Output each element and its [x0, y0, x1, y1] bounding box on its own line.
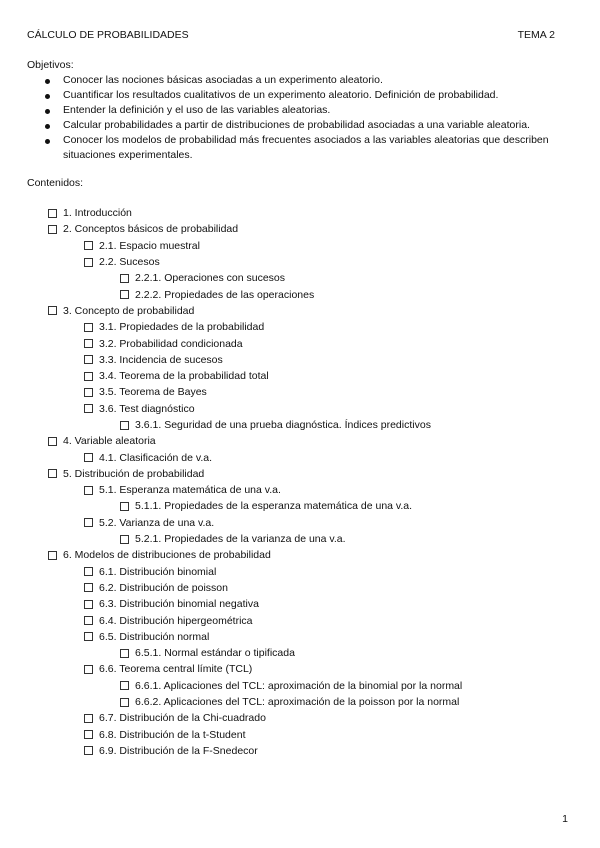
- contents-item: [0, 580, 600, 596]
- contents-item-label: 3. Concepto de probabilidad: [63, 304, 195, 317]
- contents-item: [0, 547, 600, 563]
- contents-item-label: 4.1. Clasificación de v.a.: [99, 451, 213, 464]
- contents-item-label: 3.1. Propiedades de la probabilidad: [99, 321, 265, 334]
- contents-item-label: 5.2.1. Propiedades de la varianza de una v.a.: [135, 533, 346, 546]
- contents-item-label: 2. Conceptos básicos de probabilidad: [63, 223, 239, 236]
- checkbox-icon[interactable]: [120, 421, 129, 430]
- checkbox-icon[interactable]: [120, 290, 129, 299]
- contents-item: [0, 303, 600, 319]
- contents-heading: Contenidos:: [27, 177, 84, 189]
- checkbox-icon[interactable]: [84, 339, 93, 348]
- objective-text: Conocer las nociones básicas asociadas a un experimento aleatorio.: [63, 74, 383, 86]
- contents-item-label: 6.6.1. Aplicaciones del TCL: aproximación de la binomial por la normal: [135, 679, 463, 692]
- objective-item: [27, 88, 567, 103]
- contents-item: [0, 319, 600, 335]
- checkbox-icon[interactable]: [84, 714, 93, 723]
- contents-item-label: 3.6.1. Seguridad de una prueba diagnóstica. Índices predictivos: [135, 419, 431, 431]
- checkbox-icon[interactable]: [84, 453, 93, 462]
- checkbox-icon[interactable]: [84, 730, 93, 739]
- contents-item: [0, 531, 600, 547]
- contents-item-label: 6.4. Distribución hipergeométrica: [99, 614, 253, 627]
- contents-item: [0, 498, 600, 514]
- checkbox-icon[interactable]: [48, 551, 57, 560]
- checkbox-icon[interactable]: [84, 518, 93, 527]
- checkbox-icon[interactable]: [120, 681, 129, 690]
- contents-item-label: 6.5. Distribución normal: [99, 630, 210, 643]
- contents-item: [0, 743, 600, 759]
- contents-item-label: 4. Variable aleatoria: [63, 435, 156, 448]
- contents-item: [0, 254, 600, 270]
- contents-item-label: 3.2. Probabilidad condicionada: [99, 337, 243, 350]
- bullet-icon: [45, 139, 50, 144]
- contents-item-label: 6.8. Distribución de la t-Student: [99, 728, 246, 741]
- checkbox-icon[interactable]: [120, 535, 129, 544]
- checkbox-icon[interactable]: [84, 372, 93, 381]
- contents-item-label: 3.3. Incidencia de sucesos: [99, 353, 223, 366]
- objectives-list: [27, 73, 567, 163]
- contents-list: [0, 205, 600, 759]
- objective-text: Calcular probabilidades a partir de distribuciones de probabilidad asociadas a una variable aleatoria.: [63, 119, 530, 131]
- contents-item: [0, 629, 600, 645]
- contents-item: [0, 727, 600, 743]
- contents-item-label: 3.4. Teorema de la probabilidad total: [99, 370, 269, 383]
- contents-item-label: 5.2. Varianza de una v.a.: [99, 516, 215, 529]
- checkbox-icon[interactable]: [84, 746, 93, 755]
- checkbox-icon[interactable]: [84, 665, 93, 674]
- contents-item-label: 2.2.2. Propiedades de las operaciones: [135, 288, 315, 301]
- checkbox-icon[interactable]: [84, 323, 93, 332]
- contents-item: [0, 433, 600, 449]
- objective-text: Entender la definición y el uso de las variables aleatorias.: [63, 104, 331, 116]
- contents-item: [0, 270, 600, 286]
- contents-item: [0, 596, 600, 612]
- contents-item-label: 5.1. Esperanza matemática de una v.a.: [99, 484, 281, 497]
- contents-item-label: 2.2.1. Operaciones con sucesos: [135, 272, 286, 285]
- checkbox-icon[interactable]: [84, 404, 93, 413]
- objective-item: [27, 73, 567, 88]
- contents-item: [0, 449, 600, 465]
- contents-item: [0, 612, 600, 628]
- checkbox-icon[interactable]: [48, 209, 57, 218]
- bullet-icon: [45, 94, 50, 99]
- contents-item: [0, 515, 600, 531]
- checkbox-icon[interactable]: [48, 225, 57, 234]
- contents-item-label: 2.1. Espacio muestral: [99, 239, 200, 252]
- checkbox-icon[interactable]: [120, 698, 129, 707]
- checkbox-icon[interactable]: [84, 258, 93, 267]
- checkbox-icon[interactable]: [48, 306, 57, 315]
- topic-label: TEMA 2: [517, 29, 555, 41]
- bullet-icon: [45, 124, 50, 129]
- contents-item: [0, 205, 600, 221]
- contents-item: [0, 482, 600, 498]
- checkbox-icon[interactable]: [84, 567, 93, 576]
- bullet-icon: [45, 79, 50, 84]
- objective-text: Cuantificar los resultados cualitativos de un experimento aleatorio. Definición de probabilidad.: [63, 89, 499, 101]
- contents-item: [0, 564, 600, 580]
- checkbox-icon[interactable]: [84, 388, 93, 397]
- objective-item: [27, 118, 567, 133]
- contents-item: [0, 661, 600, 677]
- contents-item: [0, 694, 600, 710]
- checkbox-icon[interactable]: [84, 600, 93, 609]
- objectives-heading: Objetivos:: [27, 59, 74, 71]
- contents-item-label: 6. Modelos de distribuciones de probabilidad: [63, 549, 271, 562]
- objective-item: [27, 133, 567, 163]
- checkbox-icon[interactable]: [84, 486, 93, 495]
- contents-item-label: 3.6. Test diagnóstico: [99, 402, 195, 415]
- objective-text: Conocer los modelos de probabilidad más frecuentes asociados a las variables aleatorias que describen situaciones experimentales.: [63, 134, 549, 161]
- contents-item: [0, 466, 600, 482]
- contents-item: [0, 352, 600, 368]
- contents-item-label: 6.1. Distribución binomial: [99, 565, 217, 578]
- contents-item-label: 6.9. Distribución de la F-Snedecor: [99, 744, 258, 757]
- contents-item: [0, 368, 600, 384]
- contents-item-label: 2.2. Sucesos: [99, 256, 160, 269]
- page-number: 1: [562, 813, 568, 825]
- contents-item-label: 5.1.1. Propiedades de la esperanza matemática de una v.a.: [135, 500, 413, 513]
- contents-item: [0, 678, 600, 694]
- contents-item: [0, 645, 600, 661]
- contents-item-label: 5. Distribución de probabilidad: [63, 467, 205, 480]
- contents-item: [0, 238, 600, 254]
- contents-item-label: 6.2. Distribución de poisson: [99, 581, 228, 594]
- contents-item-label: 1. Introducción: [63, 207, 132, 220]
- bullet-icon: [45, 109, 50, 114]
- contents-item-label: 6.3. Distribución binomial negativa: [99, 598, 259, 611]
- checkbox-icon[interactable]: [120, 502, 129, 511]
- contents-item: [0, 417, 600, 433]
- checkbox-icon[interactable]: [48, 469, 57, 478]
- objective-item: [27, 103, 567, 118]
- checkbox-icon[interactable]: [84, 241, 93, 250]
- contents-item: [0, 710, 600, 726]
- checkbox-icon[interactable]: [48, 437, 57, 446]
- contents-item-label: 6.7. Distribución de la Chi-cuadrado: [99, 712, 266, 725]
- contents-item: [0, 401, 600, 417]
- contents-item: [0, 384, 600, 400]
- checkbox-icon[interactable]: [120, 274, 129, 283]
- document-title: CÁLCULO DE PROBABILIDADES: [27, 29, 189, 41]
- checkbox-icon[interactable]: [84, 355, 93, 364]
- checkbox-icon[interactable]: [84, 632, 93, 641]
- contents-item: [0, 286, 600, 302]
- contents-item-label: 3.5. Teorema de Bayes: [99, 386, 207, 399]
- contents-item-label: 6.6.2. Aplicaciones del TCL: aproximación de la poisson por la normal: [135, 696, 460, 709]
- contents-item-label: 6.5.1. Normal estándar o tipificada: [135, 647, 295, 660]
- contents-item: [0, 335, 600, 351]
- checkbox-icon[interactable]: [120, 649, 129, 658]
- contents-item: [0, 221, 600, 237]
- contents-item-label: 6.6. Teorema central límite (TCL): [99, 663, 253, 676]
- checkbox-icon[interactable]: [84, 583, 93, 592]
- checkbox-icon[interactable]: [84, 616, 93, 625]
